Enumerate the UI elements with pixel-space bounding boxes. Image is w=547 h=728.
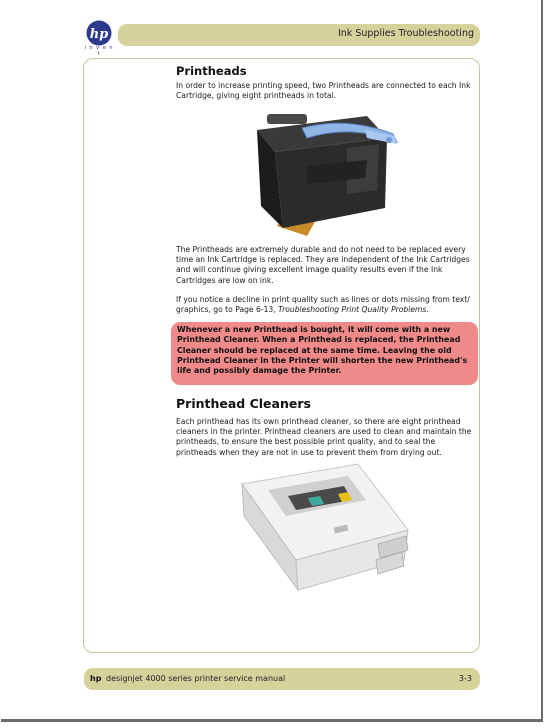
page-number: 3-3 [458,674,472,683]
cleaners-body: Each printhead has its own printhead cleaner, so there are eight printhead cleaners in the printer. Printhead cleaners are used to clean and maintain the printheads, to ensure the best possible print quality, and to seal the printheads when they are not in use to prevent them from drying out. [176,417,472,457]
logo-text: hp [89,27,109,42]
section-title: Ink Supplies Troubleshooting [337,28,474,39]
logo-tagline: i n v e n t [84,45,114,57]
print-quality-note [176,295,474,315]
footer-manual-title: designjet 4000 series printer service manual [106,674,286,683]
cleaners-heading: Printhead Cleaners [176,396,311,411]
printheads-durability: The Printheads are extremely durable and do not need to be replaced every time an Ink Cartridge is replaced. They are independent of the Ink Cartridges and will continue giving excellent image quality results even if the Ink Cartridges are low on ink. [176,245,470,285]
print-quality-note-text: If you notice a decline in print quality such as lines or dots missing from text/ graphics, go to Page 6-13, [176,295,470,315]
print-quality-link[interactable]: Troubleshooting Print Quality Problems [278,305,427,315]
warning-callout [171,322,478,385]
printhead-cleaner-illustration [238,460,413,592]
footer-brand: hp [90,674,102,683]
printheads-intro: In order to increase printing speed, two Printheads are connected to each Ink Cartridge, giving eight printheads in total. [176,81,471,101]
footer-bar [84,668,480,690]
print-quality-note-end: . [426,305,429,315]
header-bar [118,24,480,46]
warning-text: Whenever a new Printhead is bought, it will come with a new Printhead Cleaner. When a Printhead is replaced, the Printhead Cleaner should be replaced at the same time. Leaving the old Printhead Cleaner in the Printer will shorten the new Printhead's life and possibly damage the Printer. [177,325,468,376]
printhead-illustration [247,108,411,236]
printheads-heading: Printheads [176,64,247,78]
